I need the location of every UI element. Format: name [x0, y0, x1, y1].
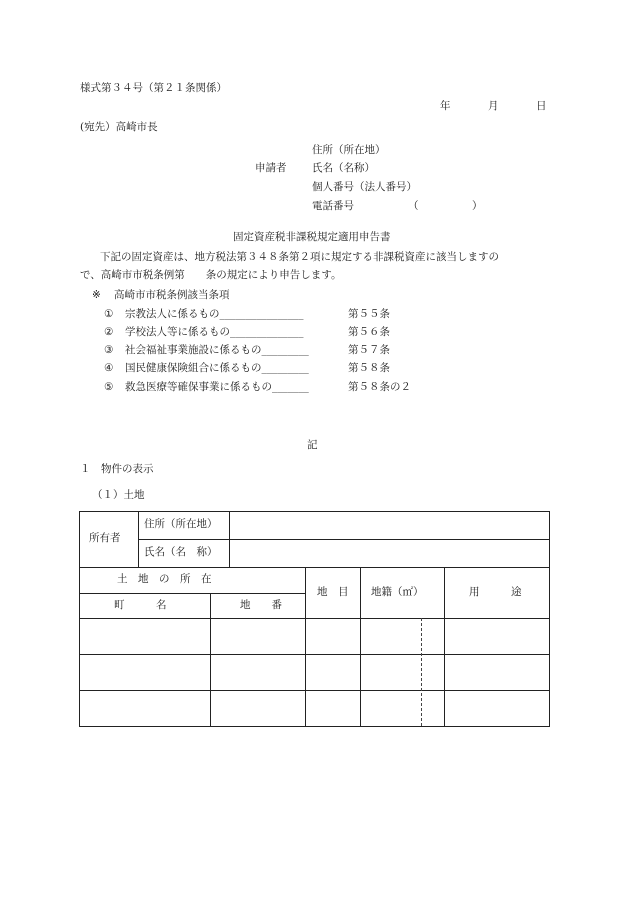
item-text: 国民健康保険組合に係るもの_________ [125, 362, 309, 374]
document-title: 固定資産税非課税規定適用申告書 [233, 231, 391, 243]
owner-address-label: 住所（所在地） [144, 518, 218, 530]
ki-label: 記 [307, 439, 318, 451]
phone-paren-open: （ [408, 200, 419, 212]
applicant-label: 申請者 [255, 162, 287, 174]
use-header: 用 途 [469, 586, 522, 598]
item-article: 第５６条 [348, 326, 390, 338]
subsection-heading: （１）土地 [92, 489, 145, 501]
applicant-name-label: 氏名（名称） [312, 162, 375, 174]
date-day: 日 [536, 100, 547, 112]
form-number: 様式第３４号（第２１条関係） [80, 82, 227, 94]
item-article: 第５８条の２ [348, 381, 411, 393]
item-text: 救急医療等確保事業に係るもの_______ [125, 381, 309, 393]
land-type-header: 地 目 [317, 586, 349, 598]
item-text: 学校法人等に係るもの______________ [125, 326, 304, 338]
section-heading: １ 物件の表示 [80, 463, 154, 475]
area-header: 地籍（㎡） [371, 586, 424, 598]
applicant-phone-label: 電話番号 [312, 200, 354, 212]
body-line-2: で、高崎市市税条例第 条の規定により申告します。 [80, 269, 342, 281]
item-number: ③ [104, 344, 114, 356]
body-line-1: 下記の固定資産は、地方税法第３４８条第２項に規定する非課税資産に該当しますの [100, 251, 499, 263]
item-text: 宗教法人に係るもの________________ [125, 308, 304, 320]
location-header: 土 地 の 所 在 [117, 573, 212, 585]
item-number: ① [104, 308, 114, 320]
date-month: 月 [488, 100, 499, 112]
town-header: 町 名 [114, 599, 167, 611]
item-number: ② [104, 326, 114, 338]
owner-label: 所有者 [89, 532, 121, 544]
item-text: 社会福祉事業施設に係るもの_________ [125, 344, 309, 356]
date-year: 年 [440, 100, 451, 112]
lot-header: 地 番 [240, 599, 282, 611]
item-article: 第５７条 [348, 344, 390, 356]
note-mark: ※ [92, 289, 101, 301]
applicant-address-label: 住所（所在地） [312, 144, 386, 156]
item-number: ④ [104, 362, 114, 374]
addressee: (宛先）高崎市長 [80, 121, 158, 133]
item-article: 第５５条 [348, 308, 390, 320]
note-title: 高崎市市税条例該当条項 [114, 289, 230, 301]
item-number: ⑤ [104, 381, 114, 393]
item-article: 第５８条 [348, 362, 390, 374]
phone-paren-close: ） [472, 200, 483, 212]
owner-name-label: 氏名（名 称） [144, 546, 218, 558]
applicant-id-label: 個人番号（法人番号） [312, 181, 417, 193]
